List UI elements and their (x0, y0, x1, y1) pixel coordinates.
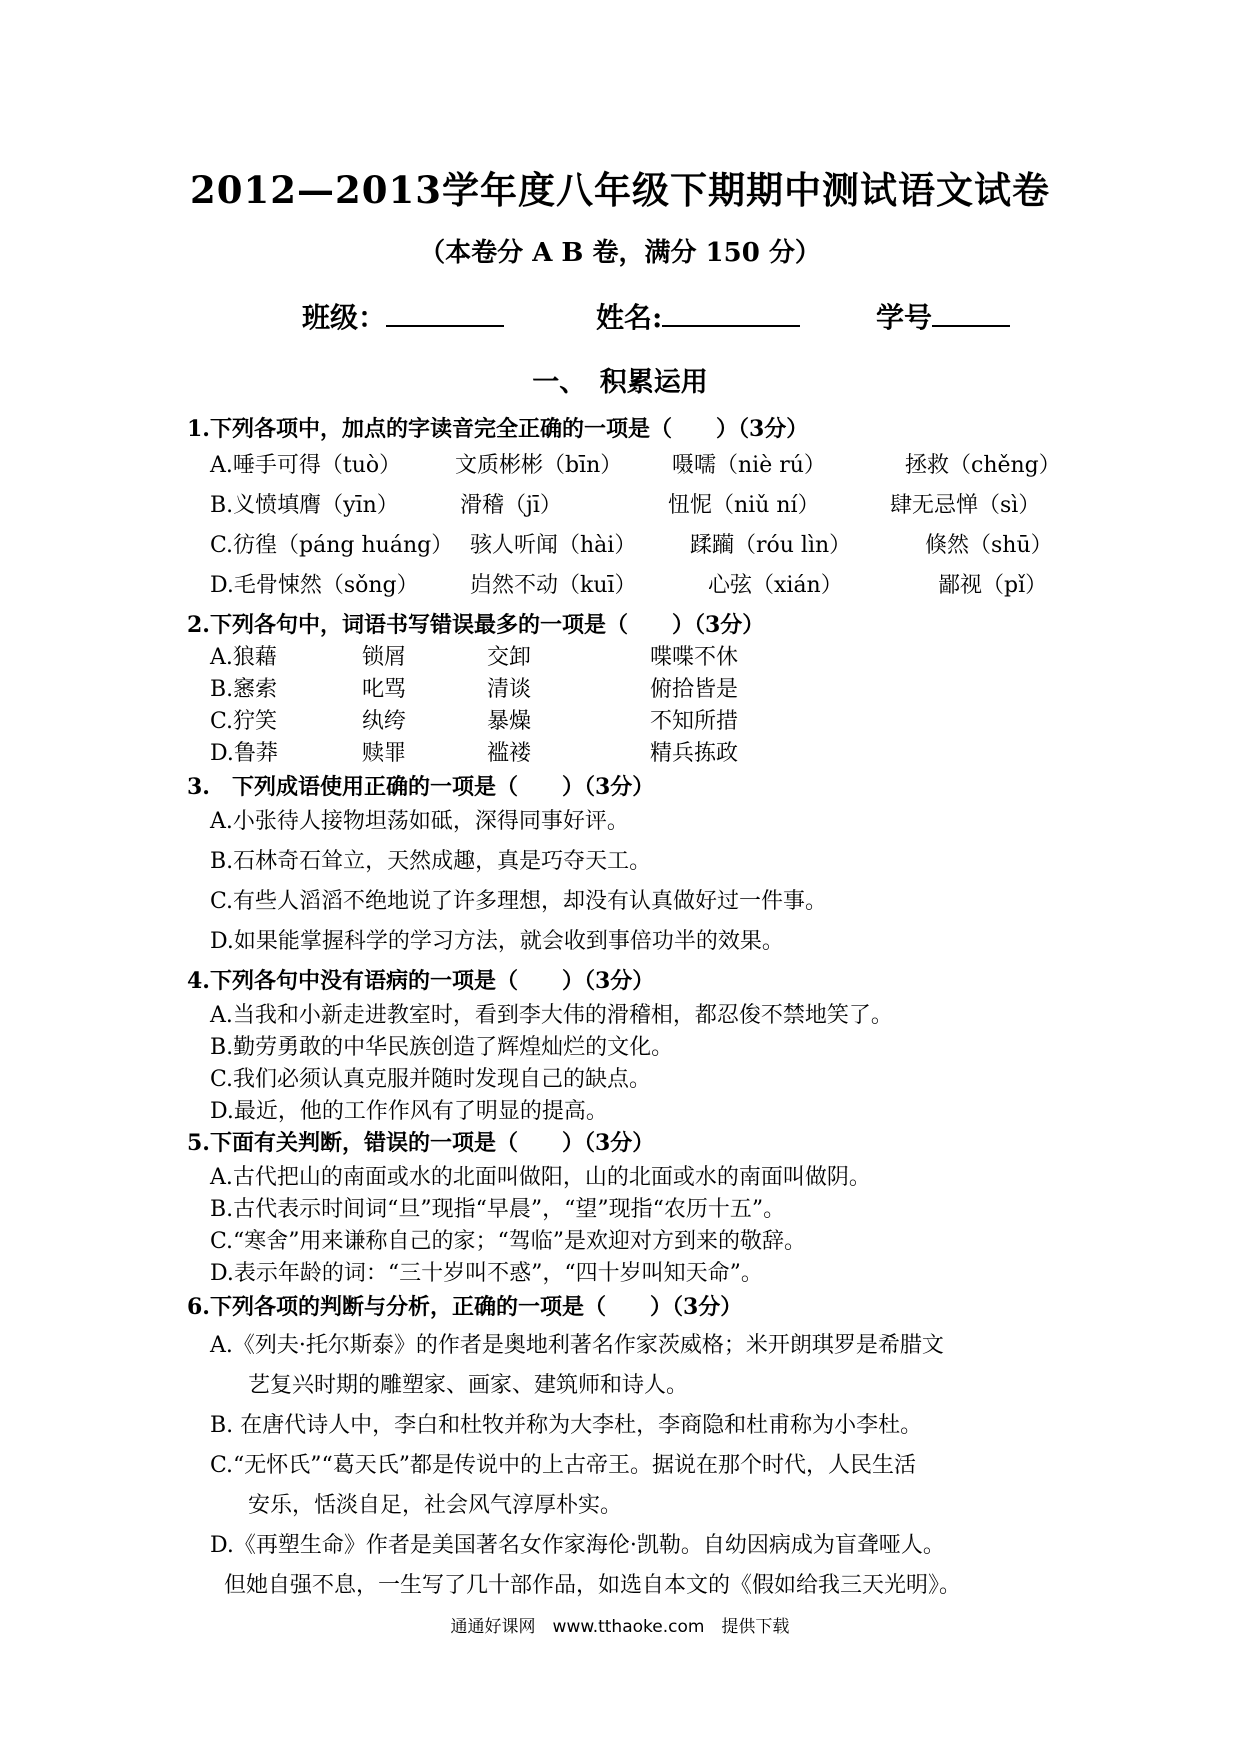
q2-option-a-1: A.狼藉 (210, 645, 277, 670)
q2-option-b-2: 叱骂 (362, 677, 407, 702)
student-id-field[interactable] (876, 296, 1010, 336)
question-2-stem: 2.下列各句中，词语书写错误最多的一项是（ ）（3分） (187, 612, 765, 638)
q3-option-b: B.石林奇石耸立，天然成趣，真是巧夺天工。 (210, 849, 652, 874)
q2-option-c-2: 纨绔 (362, 709, 407, 734)
q2-option-c-1: C.狞笑 (210, 709, 278, 734)
q6-option-d-line-1: D.《再塑生命》作者是美国著名女作家海伦·凯勒。自幼因病成为盲聋哑人。 (210, 1533, 945, 1558)
q1-option-d-3: 心弦（xián） (708, 573, 843, 598)
q1-option-b-3: 忸怩（niǔ ní） (668, 493, 820, 518)
q6-option-c-line-1: C.“无怀氏”“葛天氏”都是传说中的上古帝王。据说在那个时代，人民生活 (210, 1453, 917, 1478)
q1-option-c-4: 倏然（shū） (925, 533, 1053, 558)
q2-option-d-4: 精兵拣政 (650, 741, 739, 766)
q1-option-d-2: 岿然不动（kuī） (470, 573, 637, 598)
q2-option-c-3: 暴燥 (487, 709, 532, 734)
q1-option-a-2: 文质彬彬（bīn） (455, 453, 623, 478)
student-id-label: 学号 (876, 301, 933, 334)
q1-option-c-2: 骇人听闻（hài） (470, 533, 637, 558)
q5-option-a: A.古代把山的南面或水的北面叫做阳，山的北面或水的南面叫做阴。 (210, 1165, 871, 1190)
exam-subtitle: （本卷分 A B 卷，满分 150 分） (419, 238, 821, 268)
q1-option-c-1: C.彷徨（páng huáng） (210, 533, 454, 558)
question-5-stem: 5.下面有关判断，错误的一项是（ ）（3分） (187, 1130, 655, 1156)
question-3-stem: 3. 下列成语使用正确的一项是（ ）（3分） (187, 774, 655, 800)
q3-option-d: D.如果能掌握科学的学习方法，就会收到事倍功半的效果。 (210, 929, 784, 954)
q6-option-d-line-2: 但她自强不息，一生写了几十部作品，如选自本文的《假如给我三天光明》。 (224, 1573, 962, 1598)
q2-option-b-4: 俯拾皆是 (650, 677, 739, 702)
class-field[interactable] (302, 296, 504, 336)
question-6-stem: 6.下列各项的判断与分析，正确的一项是（ ）（3分） (187, 1294, 743, 1320)
q6-option-b: B. 在唐代诗人中，李白和杜牧并称为大李杜，李商隐和杜甫称为小李杜。 (210, 1413, 923, 1438)
q2-option-a-3: 交卸 (487, 645, 532, 670)
name-label: 姓名: (596, 301, 663, 334)
q3-option-c: C.有些人滔滔不绝地说了许多理想，却没有认真做好过一件事。 (210, 889, 828, 914)
q2-option-d-3: 褴褛 (487, 741, 532, 766)
q4-option-c: C.我们必须认真克服并随时发现自己的缺点。 (210, 1067, 652, 1092)
class-blank[interactable] (386, 299, 504, 327)
q1-option-a-1: A.唾手可得（tuò） (210, 453, 402, 478)
q6-option-a-line-2: 艺复兴时期的雕塑家、画家、建筑师和诗人。 (248, 1373, 689, 1398)
q4-option-b: B.勤劳勇敢的中华民族创造了辉煌灿烂的文化。 (210, 1035, 674, 1060)
q2-option-c-4: 不知所措 (650, 709, 739, 734)
name-field[interactable] (596, 296, 800, 336)
q2-option-b-1: B.窸索 (210, 677, 278, 702)
q4-option-d: D.最近，他的工作作风有了明显的提高。 (210, 1099, 608, 1124)
class-label: 班级： (302, 301, 387, 334)
q2-option-d-1: D.鲁莽 (210, 741, 278, 766)
q6-option-a-line-1: A.《列夫·托尔斯泰》的作者是奥地利著名作家茨威格；米开朗琪罗是希腊文 (210, 1333, 944, 1358)
q1-option-b-4: 肆无忌惮（sì） (890, 493, 1041, 518)
page-footer: 通通好课网 www.tthaoke.com 提供下载 (450, 1617, 790, 1637)
q1-option-b-1: B.义愤填膺（yīn） (210, 493, 399, 518)
section-title: 一、 积累运用 (532, 367, 708, 398)
student-id-blank[interactable] (932, 299, 1010, 327)
q1-option-b-2: 滑稽（jī） (460, 493, 562, 518)
question-4-stem: 4.下列各句中没有语病的一项是（ ）（3分） (187, 968, 655, 994)
name-blank[interactable] (662, 299, 800, 327)
q1-option-d-1: D.毛骨悚然（sǒng） (210, 573, 419, 598)
q6-option-c-line-2: 安乐，恬淡自足，社会风气淳厚朴实。 (248, 1493, 623, 1518)
q5-option-d: D.表示年龄的词：“三十岁叫不惑”，“四十岁叫知天命”。 (210, 1261, 763, 1286)
q5-option-c: C.“寒舍”用来谦称自己的家；“驾临”是欢迎对方到来的敬辞。 (210, 1229, 807, 1254)
q1-option-a-4: 拯救（chěng） (905, 453, 1061, 478)
question-1-stem: 1.下列各项中，加点的字读音完全正确的一项是（ ）（3分） (187, 416, 809, 442)
exam-title: 2012—2013学年度八年级下期期中测试语文试卷 (190, 168, 1050, 212)
q1-option-c-3: 蹂躏（róu lìn） (690, 533, 852, 558)
q2-option-b-3: 清谈 (487, 677, 532, 702)
q5-option-b: B.古代表示时间词“旦”现指“早晨”，“望”现指“农历十五”。 (210, 1197, 786, 1222)
q4-option-a: A.当我和小新走进教室时，看到李大伟的滑稽相，都忍俊不禁地笑了。 (210, 1003, 893, 1028)
q1-option-d-4: 鄙视（pǐ） (938, 573, 1048, 598)
q1-option-a-3: 嗫嚅（niè rú） (672, 453, 826, 478)
q2-option-a-2: 锁屑 (362, 645, 407, 670)
q3-option-a: A.小张待人接物坦荡如砥，深得同事好评。 (210, 809, 629, 834)
q2-option-a-4: 喋喋不休 (650, 645, 739, 670)
q2-option-d-2: 赎罪 (362, 741, 407, 766)
